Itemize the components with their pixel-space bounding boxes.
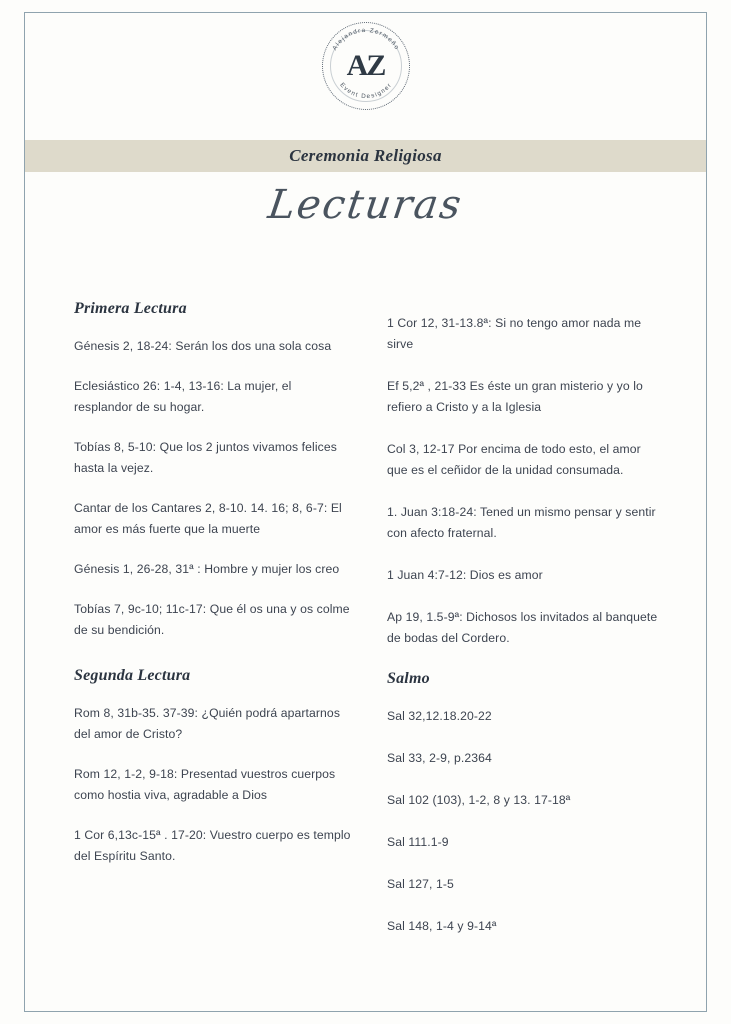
logo-top-text: Alejandra Zermeño	[330, 26, 401, 52]
reading-entry: Génesis 1, 26-28, 31ª : Hombre y mujer los creo	[74, 562, 340, 576]
psalm-entry: Sal 127, 1-5	[387, 877, 454, 891]
reading-entry: 1 Cor 6,13c-15ª . 17-20: Vuestro cuerpo es templo del Espíritu Santo.	[74, 828, 351, 863]
logo-monogram: AZ	[346, 49, 385, 82]
reading-entry: Ef 5,2ª , 21-33 Es éste un gran misterio y yo lo refiero a Cristo y a la Iglesia	[387, 379, 643, 414]
psalm-entry: Sal 111.1-9	[387, 835, 449, 849]
ceremony-banner	[25, 140, 706, 172]
logo-header	[0, 18, 731, 114]
psalm-entry: Sal 148, 1-4 y 9-14ª	[387, 919, 497, 933]
reading-entry: Tobías 8, 5-10: Que los 2 juntos vivamos felices hasta la vejez.	[74, 440, 337, 475]
reading-entry: Tobías 7, 9c-10; 11c-17: Que él os una y os colme de su bendición.	[74, 602, 350, 637]
reading-entry: Génesis 2, 18-24: Serán los dos una sola cosa	[74, 339, 332, 353]
brand-logo	[318, 18, 414, 114]
readings-columns	[74, 300, 664, 958]
page-title: Lecturas	[265, 182, 466, 228]
logo-bottom-text: Event Designer	[337, 81, 394, 101]
left-column	[74, 300, 351, 958]
reading-entry: 1 Juan 4:7-12: Dios es amor	[387, 568, 543, 582]
ceremony-banner-title: Ceremonia Religiosa	[289, 146, 442, 165]
reading-entry: Cantar de los Cantares 2, 8-10. 14. 16; 8, 6-7: El amor es más fuerte que la muerte	[74, 501, 342, 536]
psalm-entry: Sal 33, 2-9, p.2364	[387, 751, 492, 765]
reading-entry: Rom 8, 31b-35. 37-39: ¿Quién podrá apartarnos del amor de Cristo?	[74, 706, 341, 741]
reading-entry: Eclesiástico 26: 1-4, 13-16: La mujer, el resplandor de su hogar.	[74, 379, 292, 414]
reading-entry: Rom 12, 1-2, 9-18: Presentad vuestros cuerpos como hostia viva, agradable a Dios	[74, 767, 336, 802]
psalm-entry: Sal 32,12.18.20-22	[387, 709, 492, 723]
reading-entry: 1 Cor 12, 31-13.8ª: Si no tengo amor nada me sirve	[387, 316, 642, 351]
reading-entry: Col 3, 12-17 Por encima de todo esto, el amor que es el ceñidor de la unidad consumada.	[387, 442, 641, 477]
section-heading-segunda-lectura: Segunda Lectura	[74, 667, 191, 684]
reading-entry: Ap 19, 1.5-9ª: Dichosos los invitados al banquete de bodas del Cordero.	[387, 610, 658, 645]
psalm-entry: Sal 102 (103), 1-2, 8 y 13. 17-18ª	[387, 793, 571, 807]
section-heading-salmo: Salmo	[387, 670, 430, 687]
right-column	[387, 300, 664, 958]
right-column-spacer	[387, 300, 664, 313]
section-heading-primera-lectura: Primera Lectura	[74, 300, 187, 317]
reading-entry: 1. Juan 3:18-24: Tened un mismo pensar y sentir con afecto fraternal.	[387, 505, 656, 540]
